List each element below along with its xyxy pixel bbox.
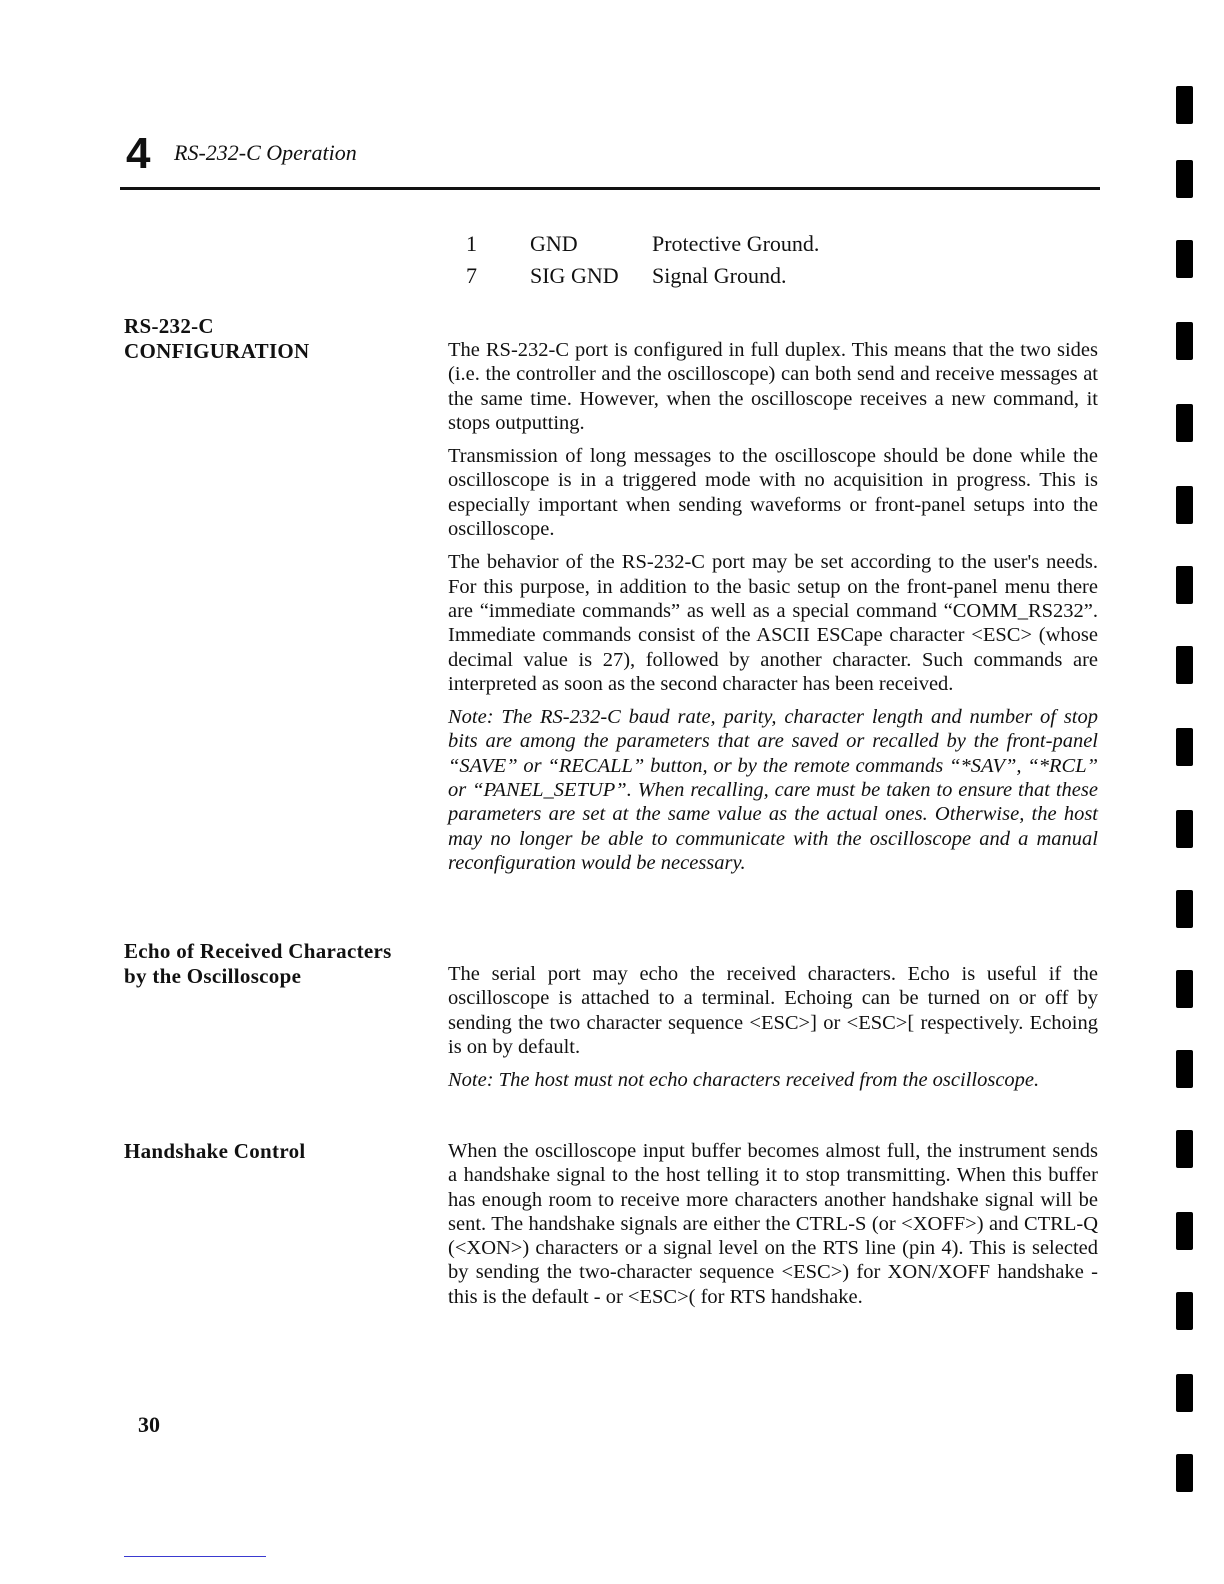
- pin-number: 1: [466, 231, 477, 256]
- configuration-note: Note: The RS-232-C baud rate, parity, character length and number of stop bits are among the parameters that are saved or recalled by the front-panel “SAVE” or “RECALL” button, or by the remote commands “*SAV”, “*RCL” or “PANEL_SETUP”. When recalling, care must be taken to ensure that these parameters are set at the same value as the actual ones. Otherwise, the host may no longer be able to communicate with the oscilloscope and a manual reconfiguration would be necessary.: [448, 706, 1098, 874]
- echo-note: Note: The host must not echo characters received from the oscilloscope.: [448, 1069, 1040, 1092]
- configuration-heading-line2: CONFIGURATION: [124, 339, 310, 363]
- configuration-heading: [124, 314, 310, 364]
- pin-name: SIG GND: [530, 263, 619, 288]
- pin-row: [466, 228, 819, 260]
- configuration-body: [448, 338, 1098, 884]
- binding-mark: [1176, 160, 1193, 198]
- binding-mark: [1176, 1212, 1193, 1250]
- binding-mark: [1176, 86, 1193, 124]
- binding-marks: [1174, 0, 1198, 1584]
- binding-mark: [1176, 890, 1193, 928]
- binding-mark: [1176, 646, 1193, 684]
- bottom-rule: [124, 1556, 266, 1557]
- pin-table: [466, 228, 819, 292]
- handshake-heading: [124, 1139, 306, 1164]
- echo-heading: [124, 939, 392, 989]
- page-number: 30: [138, 1412, 160, 1437]
- binding-mark: [1176, 322, 1193, 360]
- binding-mark: [1176, 728, 1193, 766]
- binding-mark: [1176, 1050, 1193, 1088]
- binding-mark: [1176, 1374, 1193, 1412]
- binding-mark: [1176, 810, 1193, 848]
- pin-description: Protective Ground.: [652, 231, 820, 256]
- chapter-title: RS-232-C Operation: [174, 140, 357, 165]
- binding-mark: [1176, 970, 1193, 1008]
- echo-heading-line1: Echo of Received Characters: [124, 939, 392, 963]
- handshake-body: [448, 1139, 1098, 1318]
- binding-mark: [1176, 1454, 1193, 1492]
- binding-mark: [1176, 1130, 1193, 1168]
- echo-paragraph: The serial port may echo the received characters. Echo is useful if the oscilloscope is attached to a terminal. Echoing can be turned on or off by sending the two character sequence <ESC>] or <ESC>[ respectively. Echoing is on by default.: [448, 963, 1098, 1058]
- configuration-paragraph: The RS-232-C port is configured in full duplex. This means that the two sides (i.e. the controller and the oscilloscope) can both send and receive messages at the same time. However, when the oscilloscope receives a new command, it stops outputting.: [448, 339, 1098, 434]
- pin-description: Signal Ground.: [652, 263, 787, 288]
- echo-heading-line2: by the Oscilloscope: [124, 964, 302, 988]
- chapter-number: 4: [126, 129, 151, 178]
- pin-number: 7: [466, 263, 477, 288]
- binding-mark: [1176, 1292, 1193, 1330]
- binding-mark: [1176, 404, 1193, 442]
- page-header: [124, 129, 1100, 188]
- header-rule: [120, 187, 1100, 190]
- binding-mark: [1176, 240, 1193, 278]
- binding-mark: [1176, 486, 1193, 524]
- echo-body: [448, 962, 1098, 1101]
- binding-mark: [1176, 566, 1193, 604]
- configuration-paragraph: The behavior of the RS-232-C port may be set according to the user's needs. For this purpose, in addition to the basic setup on the front-panel menu there are “immediate commands” as well as a special command “COMM_RS232”. Immediate commands consist of the ASCII ESCape character <ESC> (whose decimal value is 27), followed by another character. Such commands are interpreted as soon as the second character has been received.: [448, 551, 1098, 695]
- configuration-paragraph: Transmission of long messages to the oscilloscope should be done while the oscilloscope is in a triggered mode with no acquisition in progress. This is especially important when sending waveforms or front-panel setups into the oscilloscope.: [448, 445, 1098, 541]
- pin-name: GND: [530, 231, 578, 256]
- handshake-paragraph: When the oscilloscope input buffer becomes almost full, the instrument sends a handshake signal to the host telling it to stop transmitting. When this buffer has enough room to receive more characters another handshake signal will be sent. The handshake signals are either the CTRL-S (or <XOFF>) and CTRL-Q (<XON>) characters or a signal level on the RTS line (pin 4). This is selected by sending the two-character sequence <ESC>) for XON/XOFF handshake - this is the default - or <ESC>( for RTS handshake.: [448, 1140, 1098, 1308]
- configuration-heading-line1: RS-232-C: [124, 314, 214, 338]
- handshake-heading-line: Handshake Control: [124, 1139, 306, 1163]
- pin-row: [466, 260, 819, 292]
